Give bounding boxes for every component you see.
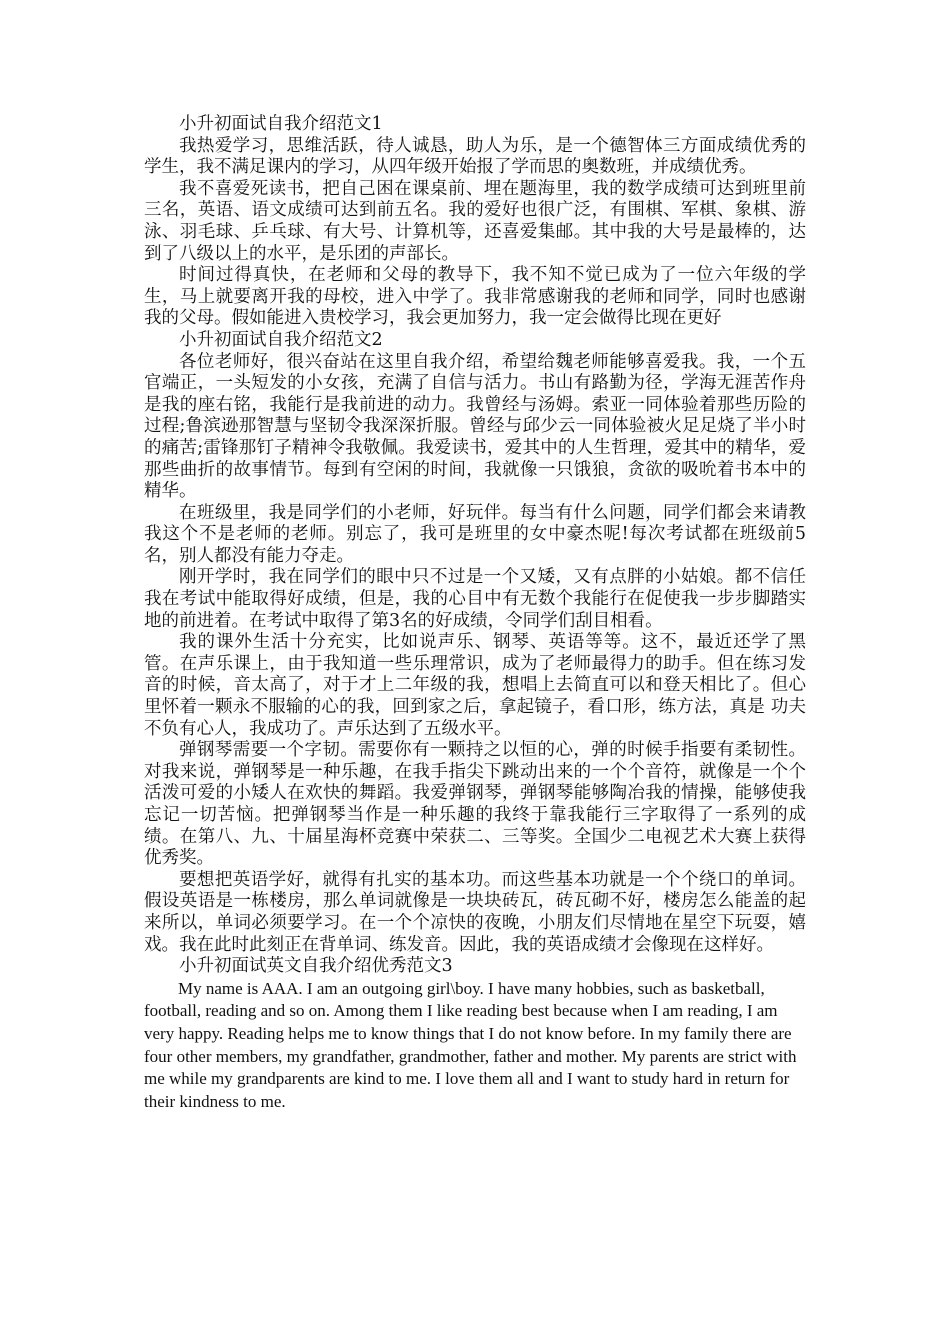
section-2-paragraph-3: 刚开学时，我在同学们的眼中只不过是一个又矮，又有点胖的小姑娘。都不信任我在考试中能取得好成绩，但是，我的心目中有无数个我能行在促使我一步步脚踏实地的前进着。在考试中取得了第3名的好成绩，令同学们刮目相看。	[144, 567, 806, 631]
section-2-title: 小升初面试自我介绍范文2	[179, 329, 383, 350]
section-2-paragraph-2: 在班级里，我是同学们的小老师，好玩伴。每当有什么问题，同学们都会来请教我这个不是老师的老师。别忘了，我可是班里的女中豪杰呢!每次考试都在班级前5名，别人都没有能力夺走。	[144, 502, 806, 566]
document-body	[144, 114, 806, 1113]
section-2-paragraph-6: 要想把英语学好，就得有扎实的基本功。而这些基本功就是一个个绕口的单词。假设英语是一栋楼房，那么单词就像是一块块砖瓦，砖瓦砌不好，楼房怎么能盖的起来所以，单词必须要学习。在一个个凉快的夜晚，小朋友们尽情地在星空下玩耍，嬉戏。我在此时此刻正在背单词、练发音。因此，我的英语成绩才会像现在这样好。	[144, 869, 806, 955]
section-2-paragraph-5: 弹钢琴需要一个字韧。需要你有一颗持之以恒的心，弹的时候手指要有柔韧性。对我来说，弹钢琴是一种乐趣，在我手指尖下跳动出来的一个个音符，就像是一个个活泼可爱的小矮人在欢快的舞蹈。我爱弹钢琴，弹钢琴能够陶冶我的情操，能够使我忘记一切苦恼。把弹钢琴当作是一种乐趣的我终于靠我能行三字取得了一系列的成绩。在第八、九、十届星海杯竞赛中荣获二、三等奖。全国少二电视艺术大赛上获得优秀奖。	[144, 740, 806, 869]
section-1-paragraph-1: 我热爱学习，思维活跃，待人诚恳，助人为乐，是一个德智体三方面成绩优秀的学生，我不满足课内的学习，从四年级开始报了学而思的奥数班，并成绩优秀。	[144, 135, 806, 178]
section-3-title: 小升初面试英文自我介绍优秀范文3	[179, 956, 453, 977]
section-1-paragraph-2: 我不喜爱死读书，把自己困在课桌前、埋在题海里，我的数学成绩可达到班里前三名，英语、语文成绩可达到前五名。我的爱好也很广泛，有围棋、军棋、象棋、游泳、羽毛球、乒乓球、有大号、计算机等，还喜爱集邮。其中我的大号是最棒的，达到了八级以上的水平，是乐团的声部长。	[144, 178, 806, 264]
section-2-paragraph-1: 各位老师好，很兴奋站在这里自我介绍，希望给魏老师能够喜爱我。我，一个五官端正，一头短发的小女孩，充满了自信与活力。书山有路勤为径，学海无涯苦作舟是我的座右铭，我能行是我前进的动力。我曾经与汤姆。索亚一同体验着那些历险的过程;鲁滨逊那智慧与坚韧令我深深折服。曾经与邱少云一同体验被火足足烧了半小时的痛苦;雷锋那钉子精神令我敬佩。我爱读书，爱其中的人生哲理，爱其中的精华，爱那些曲折的故事情节。每到有空闲的时间，我就像一只饿狼，贪欲的吸吮着书本中的精华。	[144, 351, 806, 502]
section-3-paragraph-1: My name is AAA. I am an outgoing girl\boy. I have many hobbies, such as basketball, football, reading and so on. Among them I like reading best because when I am reading, I am very happy. Reading helps me to know things that I do not know before. In my family there are four other members, my grandfather, grandmother, father and mother. My parents are strict with me while my grandparents are kind to me. I love them all and I want to study hard in return for their kindness to me.	[144, 978, 797, 1111]
section-1-title: 小升初面试自我介绍范文1	[179, 114, 383, 134]
section-2-paragraph-4: 我的课外生活十分充实，比如说声乐、钢琴、英语等等。这不，最近还学了黑管。在声乐课上，由于我知道一些乐理常识，成为了老师最得力的助手。但在练习发音的时候，音太高了，对于才上二年级的我，想唱上去简直可以和登天相比了。但心里怀着一颗永不服输的心的我，回到家之后，拿起镜子，看口形，练方法，真是 功夫不负有心人，我成功了。声乐达到了五级水平。	[144, 632, 806, 739]
section-1-paragraph-3: 时间过得真快，在老师和父母的教导下，我不知不觉已成为了一位六年级的学生，马上就要离开我的母校，进入中学了。我非常感谢我的老师和同学，同时也感谢我的父母。假如能进入贵校学习，我会更加努力，我一定会做得比现在更好	[144, 265, 806, 329]
